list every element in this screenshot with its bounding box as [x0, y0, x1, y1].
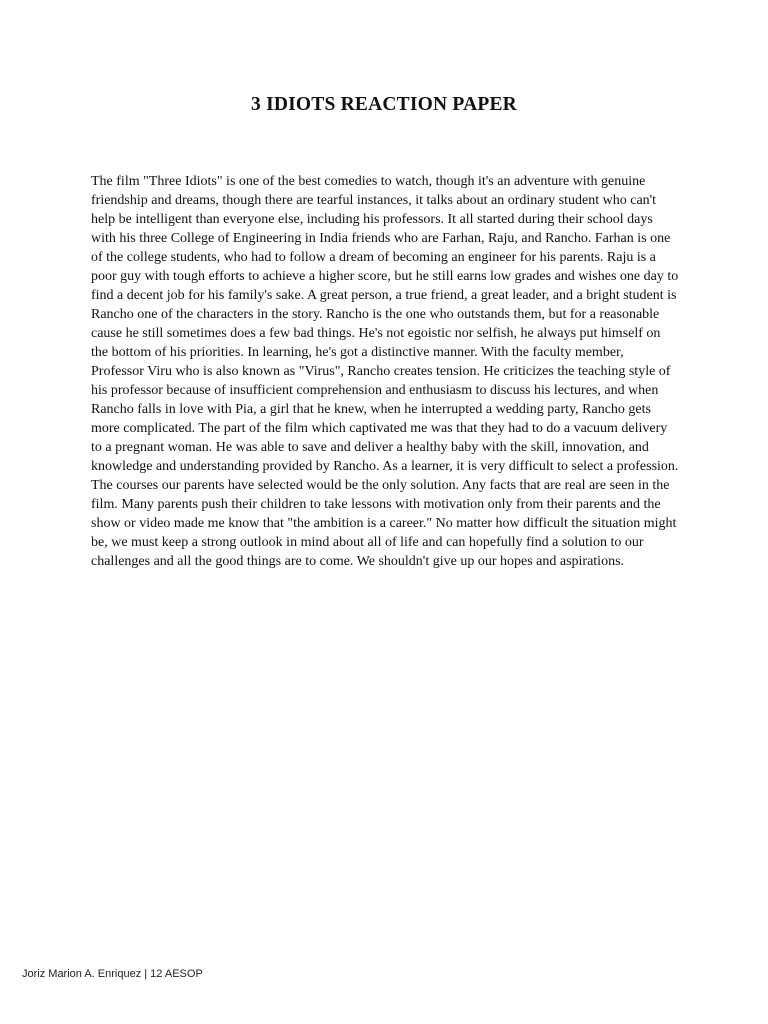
- document-title: 3 IDIOTS REACTION PAPER: [251, 94, 517, 115]
- page-footer: Joriz Marion A. Enriquez | 12 AESOP: [22, 968, 203, 980]
- reaction-paragraph: The film "Three Idiots" is one of the best comedies to watch, though it's an adventure with genuine friendship and dreams, though there are tearful instances, it talks about an ordinary student who can't help be intelligent than everyone else, including his professors. It all started during their school days with his three College of Engineering in India friends who are Farhan, Raju, and Rancho. Farhan is one of the college students, who had to follow a dream of becoming an engineer for his parents. Raju is a poor guy with tough efforts to achieve a higher score, but he still earns low grades and wishes one day to find a decent job for his family's sake. A great person, a true friend, a great leader, and a bright student is Rancho one of the characters in the story. Rancho is the one who outstands them, but for a reasonable cause he still sometimes does a few bad things. He's not egoistic nor selfish, he always put himself on the bottom of his priorities. In learning, he's got a distinctive manner. With the faculty member, Professor Viru who is also known as "Virus", Rancho creates tension. He criticizes the teaching style of his professor because of insufficient comprehension and enthusiasm to discuss his lectures, and when Rancho falls in love with Pia, a girl that he knew, when he interrupted a wedding party, Rancho gets more complicated. The part of the film which captivated me was that they had to do a vacuum delivery to a pregnant woman. He was able to save and deliver a healthy baby with the skill, innovation, and knowledge and understanding provided by Rancho. As a learner, it is very difficult to select a profession. The courses our parents have selected would be the only solution. Any facts that are real are seen in the film. Many parents push their children to take lessons with motivation only from their parents and the show or video made me know that "the ambition is a career." No matter how difficult the situation might be, we must keep a strong outlook in mind about all of life and can hopefully find a solution to our challenges and all the good things are to come. We shouldn't give up our hopes and aspirations.: [91, 174, 679, 569]
